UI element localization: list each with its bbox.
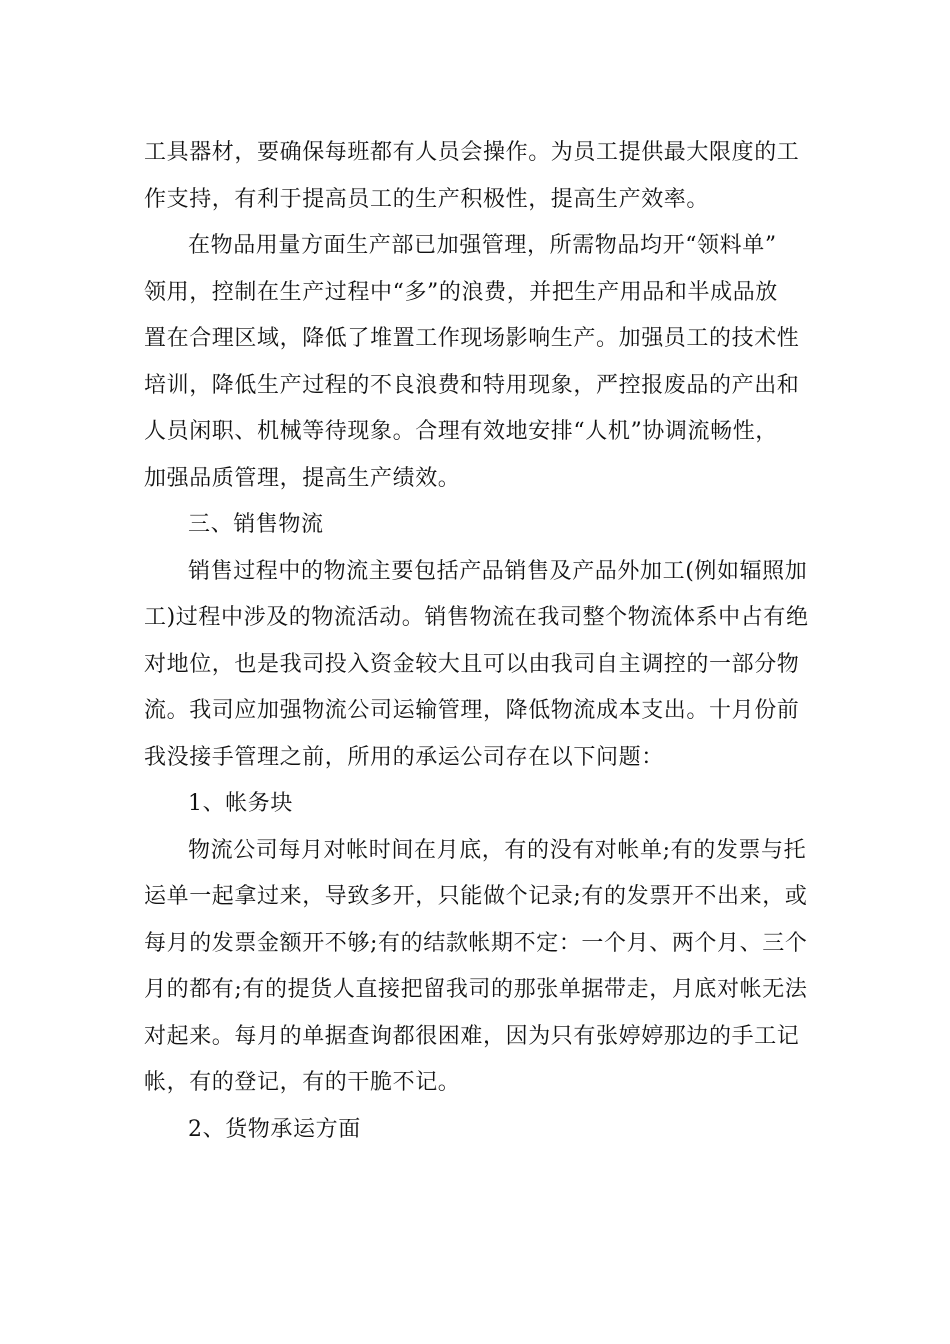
text-line: 我没接手管理之前，所用的承运公司存在以下问题： xyxy=(144,744,664,770)
text-line: 运单一起拿过来，导致多开，只能做个记录;有的发票开不出来，或 xyxy=(144,884,808,909)
text-line: 在物品用量方面生产部已加强管理，所需物品均开“领料单” xyxy=(188,233,777,258)
text-line: 作支持，有利于提高员工的生产积极性，提高生产效率。 xyxy=(144,186,710,212)
text-line: 工具器材，要确保每班都有人员会操作。为员工提供最大限度的工 xyxy=(144,140,800,165)
text-line: 对地位，也是我司投入资金较大且可以由我司自主调控的一部分物 xyxy=(144,651,800,677)
text-line: 帐，有的登记，有的干脆不记。 xyxy=(144,1070,461,1095)
text-line: 物流公司每月对帐时间在月底，有的没有对帐单;有的发票与托 xyxy=(188,837,807,863)
text-line: 置在合理区域，降低了堆置工作现场影响生产。加强员工的技术性 xyxy=(144,326,800,351)
text-line: 加强品质管理，提高生产绩效。 xyxy=(144,465,461,491)
text-line: 流。我司应加强物流公司运输管理，降低物流成本支出。十月份前 xyxy=(144,698,800,723)
text-line: 每月的发票金额开不够;有的结款帐期不定：一个月、两个月、三个 xyxy=(144,930,808,956)
section-heading: 三、销售物流 xyxy=(188,512,324,537)
text-line: 领用，控制在生产过程中“多”的浪费，并把生产用品和半成品放 xyxy=(144,279,778,305)
text-line: 对起来。每月的单据查询都很困难，因为只有张婷婷那边的手工记 xyxy=(144,1023,800,1049)
document-body xyxy=(144,130,810,1153)
text-line: 培训，降低生产过程的不良浪费和特用现象，严控报废品的产出和 xyxy=(144,372,800,398)
subsection-heading: 2、货物承运方面 xyxy=(188,1116,361,1142)
text-line: 工)过程中涉及的物流活动。销售物流在我司整个物流体系中占有绝 xyxy=(144,605,809,630)
text-line: 月的都有;有的提货人直接把留我司的那张单据带走，月底对帐无法 xyxy=(144,977,808,1002)
subsection-heading: 1、帐务块 xyxy=(188,791,293,816)
text-line: 销售过程中的物流主要包括产品销售及产品外加工(例如辐照加 xyxy=(188,558,808,584)
text-line: 人员闲职、机械等待现象。合理有效地安排“人机”协调流畅性， xyxy=(144,419,778,444)
